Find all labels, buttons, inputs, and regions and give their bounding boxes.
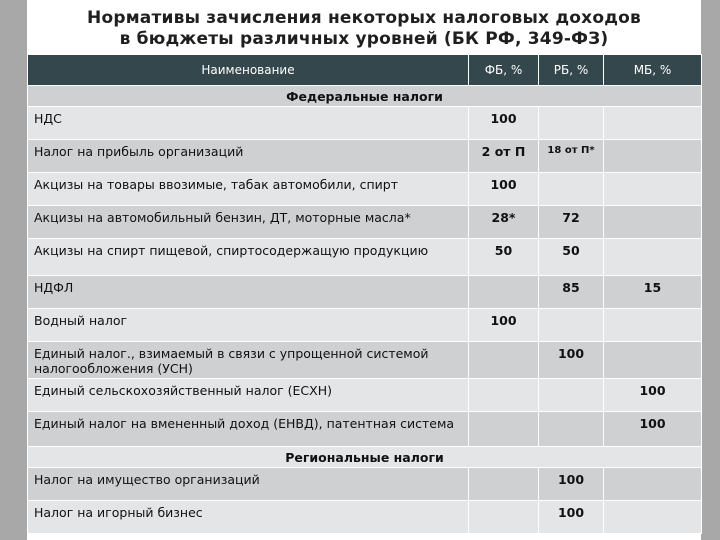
row-mb [604, 107, 702, 140]
row-fb [469, 276, 539, 309]
section-label-regional: Региональные налоги [28, 447, 702, 468]
table-row [28, 107, 702, 140]
section-label-federal: Федеральные налоги [28, 86, 702, 107]
row-rb: 18 от П* [539, 140, 604, 173]
row-name: Единый налог на вмененный доход (ЕНВД), патентная система [28, 412, 469, 447]
row-fb: 100 [469, 107, 539, 140]
row-mb [604, 239, 702, 276]
section-row-federal [28, 86, 702, 107]
row-mb [604, 501, 702, 534]
header-fb: ФБ, % [469, 55, 539, 86]
table-row [28, 309, 702, 342]
row-rb: 100 [539, 468, 604, 501]
row-fb [469, 379, 539, 412]
row-fb: 100 [469, 173, 539, 206]
row-name: Налог на имущество организаций [28, 468, 469, 501]
row-rb [539, 173, 604, 206]
row-fb [469, 412, 539, 447]
row-rb: 85 [539, 276, 604, 309]
row-name: Акцизы на автомобильный бензин, ДТ, моторные масла* [28, 206, 469, 239]
row-name: Налог на игорный бизнес [28, 501, 469, 534]
row-rb [539, 379, 604, 412]
row-mb [604, 206, 702, 239]
table-row [28, 379, 702, 412]
row-rb: 72 [539, 206, 604, 239]
header-mb: МБ, % [604, 55, 702, 86]
table-row [28, 173, 702, 206]
row-fb: 50 [469, 239, 539, 276]
table-row [28, 468, 702, 501]
row-name: Единый налог., взимаемый в связи с упрощенной системой налогообложения (УСН) [28, 342, 469, 379]
title-line-2: в бюджеты различных уровней (БК РФ, 349-ФЗ) [119, 29, 609, 49]
row-mb: 15 [604, 276, 702, 309]
tax-table [27, 54, 702, 534]
table-row [28, 342, 702, 379]
row-name: Единый сельскохозяйственный налог (ЕСХН) [28, 379, 469, 412]
table-row [28, 412, 702, 447]
row-rb [539, 412, 604, 447]
slide [27, 0, 701, 540]
row-mb [604, 342, 702, 379]
header-rb: РБ, % [539, 55, 604, 86]
table-row [28, 501, 702, 534]
row-name: Водный налог [28, 309, 469, 342]
table-row [28, 276, 702, 309]
row-mb [604, 140, 702, 173]
row-mb [604, 173, 702, 206]
row-rb: 50 [539, 239, 604, 276]
table-row [28, 206, 702, 239]
row-fb [469, 501, 539, 534]
row-mb [604, 468, 702, 501]
row-fb [469, 468, 539, 501]
table-row [28, 140, 702, 173]
row-name: Налог на прибыль организаций [28, 140, 469, 173]
row-name: Акцизы на спирт пищевой, спиртосодержащую продукцию [28, 239, 469, 276]
row-name: Акцизы на товары ввозимые, табак автомобили, спирт [28, 173, 469, 206]
section-row-regional [28, 447, 702, 468]
row-fb: 100 [469, 309, 539, 342]
page-title [27, 8, 701, 50]
title-line-1: Нормативы зачисления некоторых налоговых доходов [87, 8, 641, 28]
row-rb: 100 [539, 501, 604, 534]
row-rb [539, 309, 604, 342]
table-row [28, 239, 702, 276]
row-rb: 100 [539, 342, 604, 379]
row-name: НДФЛ [28, 276, 469, 309]
row-mb [604, 309, 702, 342]
row-fb [469, 342, 539, 379]
row-name: НДС [28, 107, 469, 140]
header-name: Наименование [28, 55, 469, 86]
row-fb: 2 от П [469, 140, 539, 173]
row-mb: 100 [604, 379, 702, 412]
table-header-row [28, 55, 702, 86]
row-mb: 100 [604, 412, 702, 447]
row-rb [539, 107, 604, 140]
row-fb: 28* [469, 206, 539, 239]
